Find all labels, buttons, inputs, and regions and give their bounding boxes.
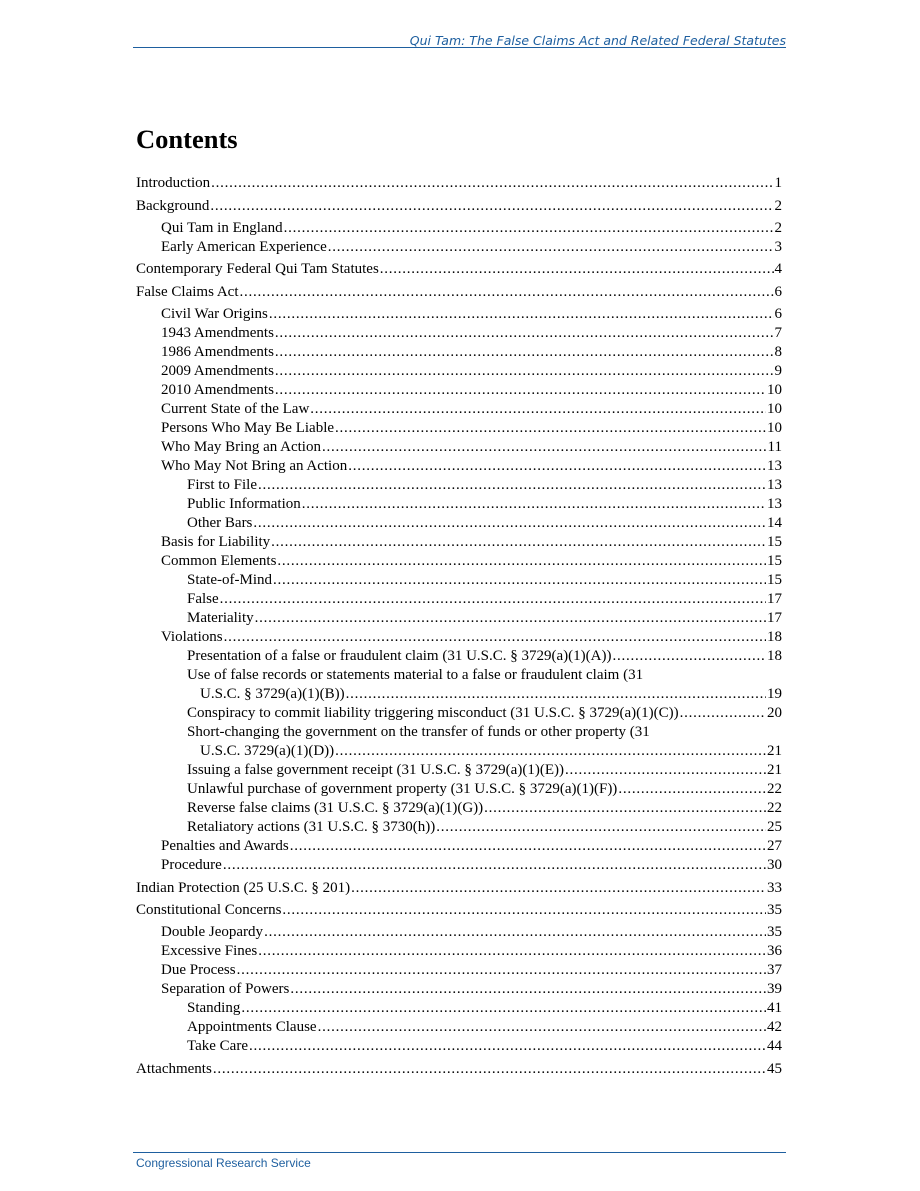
leader-dots [255, 609, 766, 628]
toc-entry-title-line2: U.S.C. § 3729(a)(1)(B)) [200, 686, 345, 702]
toc-entry-standing[interactable] [136, 999, 782, 1018]
toc-page-number: 39 [767, 981, 782, 997]
toc-entry-title: Standing [187, 1000, 241, 1016]
toc-entry-title: Excessive Fines [161, 943, 258, 959]
toc-entry-early-american-experience[interactable] [136, 238, 782, 257]
toc-entry-title: Due Process [161, 962, 236, 978]
toc-page-number: 19 [767, 686, 782, 702]
toc-entry-violations[interactable] [136, 628, 782, 647]
toc-page-number: 14 [767, 515, 782, 531]
toc-entry-title: 1986 Amendments [161, 344, 274, 360]
toc-page-number: 3 [774, 239, 782, 255]
leader-dots [322, 438, 767, 457]
toc-entry-title-line1: Short-changing the government on the transfer of funds or other property (31 [187, 724, 650, 740]
toc-page-number: 20 [767, 705, 782, 721]
leader-dots [380, 260, 774, 279]
footer-rule [133, 1152, 786, 1153]
toc-page-number: 44 [767, 1038, 782, 1054]
toc-page-number: 7 [774, 325, 782, 341]
leader-dots [565, 761, 766, 780]
toc-entry-qui-tam-in-england[interactable] [136, 219, 782, 238]
leader-dots [318, 1018, 766, 1037]
leader-dots [351, 879, 766, 898]
toc-entry-title: Civil War Origins [161, 306, 268, 322]
leader-dots [484, 799, 766, 818]
toc-entry-separation-of-powers[interactable] [136, 980, 782, 999]
leader-dots [258, 476, 766, 495]
toc-entry-title: Common Elements [161, 553, 277, 569]
toc-page-number: 9 [774, 363, 782, 379]
toc-entry-reverse-false-claims[interactable] [136, 799, 782, 818]
toc-entry-title: Violations [161, 629, 223, 645]
toc-entry-title: First to File [187, 477, 258, 493]
leader-dots [612, 647, 766, 666]
toc-page-number: 17 [767, 610, 782, 626]
toc-entry-title: Procedure [161, 857, 222, 873]
toc-page-number: 35 [767, 902, 782, 918]
toc-entry-title: Retaliatory actions (31 U.S.C. § 3730(h)) [187, 819, 436, 835]
toc-page-number: 1 [774, 175, 782, 191]
toc-page-number: 21 [767, 743, 782, 759]
toc-entry-title: Contemporary Federal Qui Tam Statutes [136, 261, 379, 277]
toc-entry-false[interactable] [136, 590, 782, 609]
leader-dots [680, 704, 766, 723]
toc-entry-title: State-of-Mind [187, 572, 272, 588]
toc-page-number: 36 [767, 943, 782, 959]
toc-entry-procedure[interactable] [136, 856, 782, 875]
toc-entry-use-of-false-records[interactable] [136, 666, 782, 704]
leader-dots [346, 685, 766, 704]
toc-entry-who-may-bring-an-action[interactable] [136, 438, 782, 457]
leader-dots [310, 400, 766, 419]
toc-entry-title: Introduction [136, 175, 211, 191]
toc-entry-title: Unlawful purchase of government property (31 U.S.C. § 3729(a)(1)(F)) [187, 781, 618, 797]
toc-entry-title: Penalties and Awards [161, 838, 289, 854]
toc-entry-false-government-receipt[interactable] [136, 761, 782, 780]
toc-page-number: 35 [767, 924, 782, 940]
toc-page-number: 10 [767, 420, 782, 436]
toc-entry-title-line1: Use of false records or statements material to a false or fraudulent claim (31 [187, 667, 644, 683]
toc-page-number: 13 [767, 458, 782, 474]
toc-entry-due-process[interactable] [136, 961, 782, 980]
toc-entry-title-line2: U.S.C. 3729(a)(1)(D)) [200, 743, 335, 759]
toc-entry-current-state-of-the-law[interactable] [136, 400, 782, 419]
footer-source: Congressional Research Service [136, 1156, 311, 1170]
leader-dots [211, 174, 773, 193]
toc-entry-take-care[interactable] [136, 1037, 782, 1056]
leader-dots [237, 961, 766, 980]
toc-entry-contemporary-statutes[interactable] [136, 260, 782, 279]
leader-dots [249, 1037, 766, 1056]
toc-page-number: 17 [767, 591, 782, 607]
leader-dots [264, 923, 766, 942]
toc-page-number: 15 [767, 534, 782, 550]
toc-entry-title: Who May Not Bring an Action [161, 458, 348, 474]
toc-entry-title: 2009 Amendments [161, 363, 274, 379]
leader-dots [273, 571, 766, 590]
toc-entry-excessive-fines[interactable] [136, 942, 782, 961]
toc-entry-conspiracy[interactable] [136, 704, 782, 723]
toc-page-number: 22 [767, 800, 782, 816]
toc-entry-title: Presentation of a false or fraudulent claim (31 U.S.C. § 3729(a)(1)(A)) [187, 648, 612, 664]
leader-dots [275, 324, 774, 343]
leader-dots [348, 457, 766, 476]
toc-page-number: 8 [774, 344, 782, 360]
toc-page-number: 42 [767, 1019, 782, 1035]
toc-page-number: 13 [767, 496, 782, 512]
toc-entry-title: Basis for Liability [161, 534, 271, 550]
leader-dots [271, 533, 766, 552]
leader-dots [436, 818, 766, 837]
toc-entry-civil-war-origins[interactable] [136, 305, 782, 324]
toc-page-number: 6 [774, 284, 782, 300]
leader-dots [275, 362, 774, 381]
toc-entry-title: Current State of the Law [161, 401, 310, 417]
toc-entry-materiality[interactable] [136, 609, 782, 628]
toc-entry-background[interactable] [136, 197, 782, 216]
toc-entry-title: Issuing a false government receipt (31 U.S.C. § 3729(a)(1)(E)) [187, 762, 564, 778]
leader-dots [258, 942, 766, 961]
leader-dots [241, 999, 766, 1018]
toc-entry-false-claims-act[interactable] [136, 283, 782, 302]
toc-entry-title: Appointments Clause [187, 1019, 317, 1035]
toc-entry-title: Constitutional Concerns [136, 902, 282, 918]
toc-entry-constitutional-concerns[interactable] [136, 901, 782, 920]
toc-entry-indian-protection[interactable] [136, 879, 782, 898]
toc-entry-title: Indian Protection (25 U.S.C. § 201) [136, 880, 351, 896]
toc-entry-1943-amendments[interactable] [136, 324, 782, 343]
toc-entry-persons-who-may-be-liable[interactable] [136, 419, 782, 438]
toc-entry-title: 2010 Amendments [161, 382, 274, 398]
toc-page-number: 18 [767, 629, 782, 645]
toc-entry-title: Persons Who May Be Liable [161, 420, 335, 436]
toc-entry-appointments-clause[interactable] [136, 1018, 782, 1037]
toc-page-number: 37 [767, 962, 782, 978]
leader-dots [618, 780, 766, 799]
leader-dots [253, 514, 766, 533]
toc-entry-penalties-and-awards[interactable] [136, 837, 782, 856]
toc-page-number: 22 [767, 781, 782, 797]
toc-page-number: 33 [767, 880, 782, 896]
toc-page-number: 15 [767, 572, 782, 588]
toc-page-number: 11 [767, 439, 782, 455]
toc-entry-who-may-not-bring-an-action[interactable] [136, 457, 782, 476]
leader-dots [335, 742, 766, 761]
leader-dots [269, 305, 774, 324]
toc-page-number: 6 [774, 306, 782, 322]
running-header: Qui Tam: The False Claims Act and Related Federal Statutes [409, 33, 786, 48]
toc-page-number: 18 [767, 648, 782, 664]
leader-dots [220, 590, 766, 609]
toc-entry-presentation-of-false-claim[interactable] [136, 647, 782, 666]
toc-entry-title: Qui Tam in England [161, 220, 283, 236]
toc-entry-state-of-mind[interactable] [136, 571, 782, 590]
leader-dots [275, 343, 774, 362]
leader-dots [277, 552, 766, 571]
leader-dots [290, 980, 766, 999]
toc-entry-title: Early American Experience [161, 239, 327, 255]
toc-entry-title: Other Bars [187, 515, 253, 531]
toc-entry-title: False [187, 591, 219, 607]
toc-page-number: 2 [774, 220, 782, 236]
toc-entry-title: Who May Bring an Action [161, 439, 321, 455]
toc-page-number: 30 [767, 857, 782, 873]
toc-page-number: 25 [767, 819, 782, 835]
toc-page-number: 21 [767, 762, 782, 778]
toc-entry-common-elements[interactable] [136, 552, 782, 571]
toc-entry-public-information[interactable] [136, 495, 782, 514]
toc-entry-other-bars[interactable] [136, 514, 782, 533]
toc-entry-title: Attachments [136, 1061, 212, 1077]
leader-dots [302, 495, 766, 514]
toc-entry-basis-for-liability[interactable] [136, 533, 782, 552]
toc-entry-title: Reverse false claims (31 U.S.C. § 3729(a)(1)(G)) [187, 800, 484, 816]
page-title: Contents [136, 124, 238, 154]
toc-page-number: 15 [767, 553, 782, 569]
leader-dots [213, 1060, 766, 1079]
header-rule [133, 47, 786, 48]
leader-dots [282, 901, 766, 920]
toc-page-number: 4 [774, 261, 782, 277]
toc-entry-attachments[interactable] [136, 1060, 782, 1079]
toc-page-number: 45 [767, 1061, 782, 1077]
leader-dots [328, 238, 774, 257]
toc-entry-title: Materiality [187, 610, 254, 626]
leader-dots [224, 628, 766, 647]
toc-page-number: 10 [767, 382, 782, 398]
leader-dots [210, 197, 773, 216]
toc-page-number: 27 [767, 838, 782, 854]
leader-dots [335, 419, 766, 438]
toc-entry-first-to-file[interactable] [136, 476, 782, 495]
toc-entry-title: Background [136, 198, 210, 214]
toc-page-number: 2 [774, 198, 782, 214]
leader-dots [290, 837, 766, 856]
toc-entry-1986-amendments[interactable] [136, 343, 782, 362]
leader-dots [223, 856, 766, 875]
toc-page-number: 41 [767, 1000, 782, 1016]
toc-entry-retaliatory-actions[interactable] [136, 818, 782, 837]
toc-page-number: 10 [767, 401, 782, 417]
leader-dots [284, 219, 774, 238]
toc-entry-title: Take Care [187, 1038, 248, 1054]
toc-entry-unlawful-purchase[interactable] [136, 780, 782, 799]
toc-entry-title: Public Information [187, 496, 301, 512]
toc-entry-title: Conspiracy to commit liability triggering misconduct (31 U.S.C. § 3729(a)(1)(C)) [187, 705, 679, 721]
toc-entry-title: 1943 Amendments [161, 325, 274, 341]
leader-dots [275, 381, 766, 400]
toc-entry-2010-amendments[interactable] [136, 381, 782, 400]
toc-entry-title: Double Jeopardy [161, 924, 264, 940]
toc-entry-introduction[interactable] [136, 174, 782, 193]
toc-entry-2009-amendments[interactable] [136, 362, 782, 381]
toc-entry-short-changing[interactable] [136, 723, 782, 761]
toc-entry-title: False Claims Act [136, 284, 239, 300]
leader-dots [240, 283, 774, 302]
toc-entry-title: Separation of Powers [161, 981, 290, 997]
toc-entry-double-jeopardy[interactable] [136, 923, 782, 942]
toc-page-number: 13 [767, 477, 782, 493]
